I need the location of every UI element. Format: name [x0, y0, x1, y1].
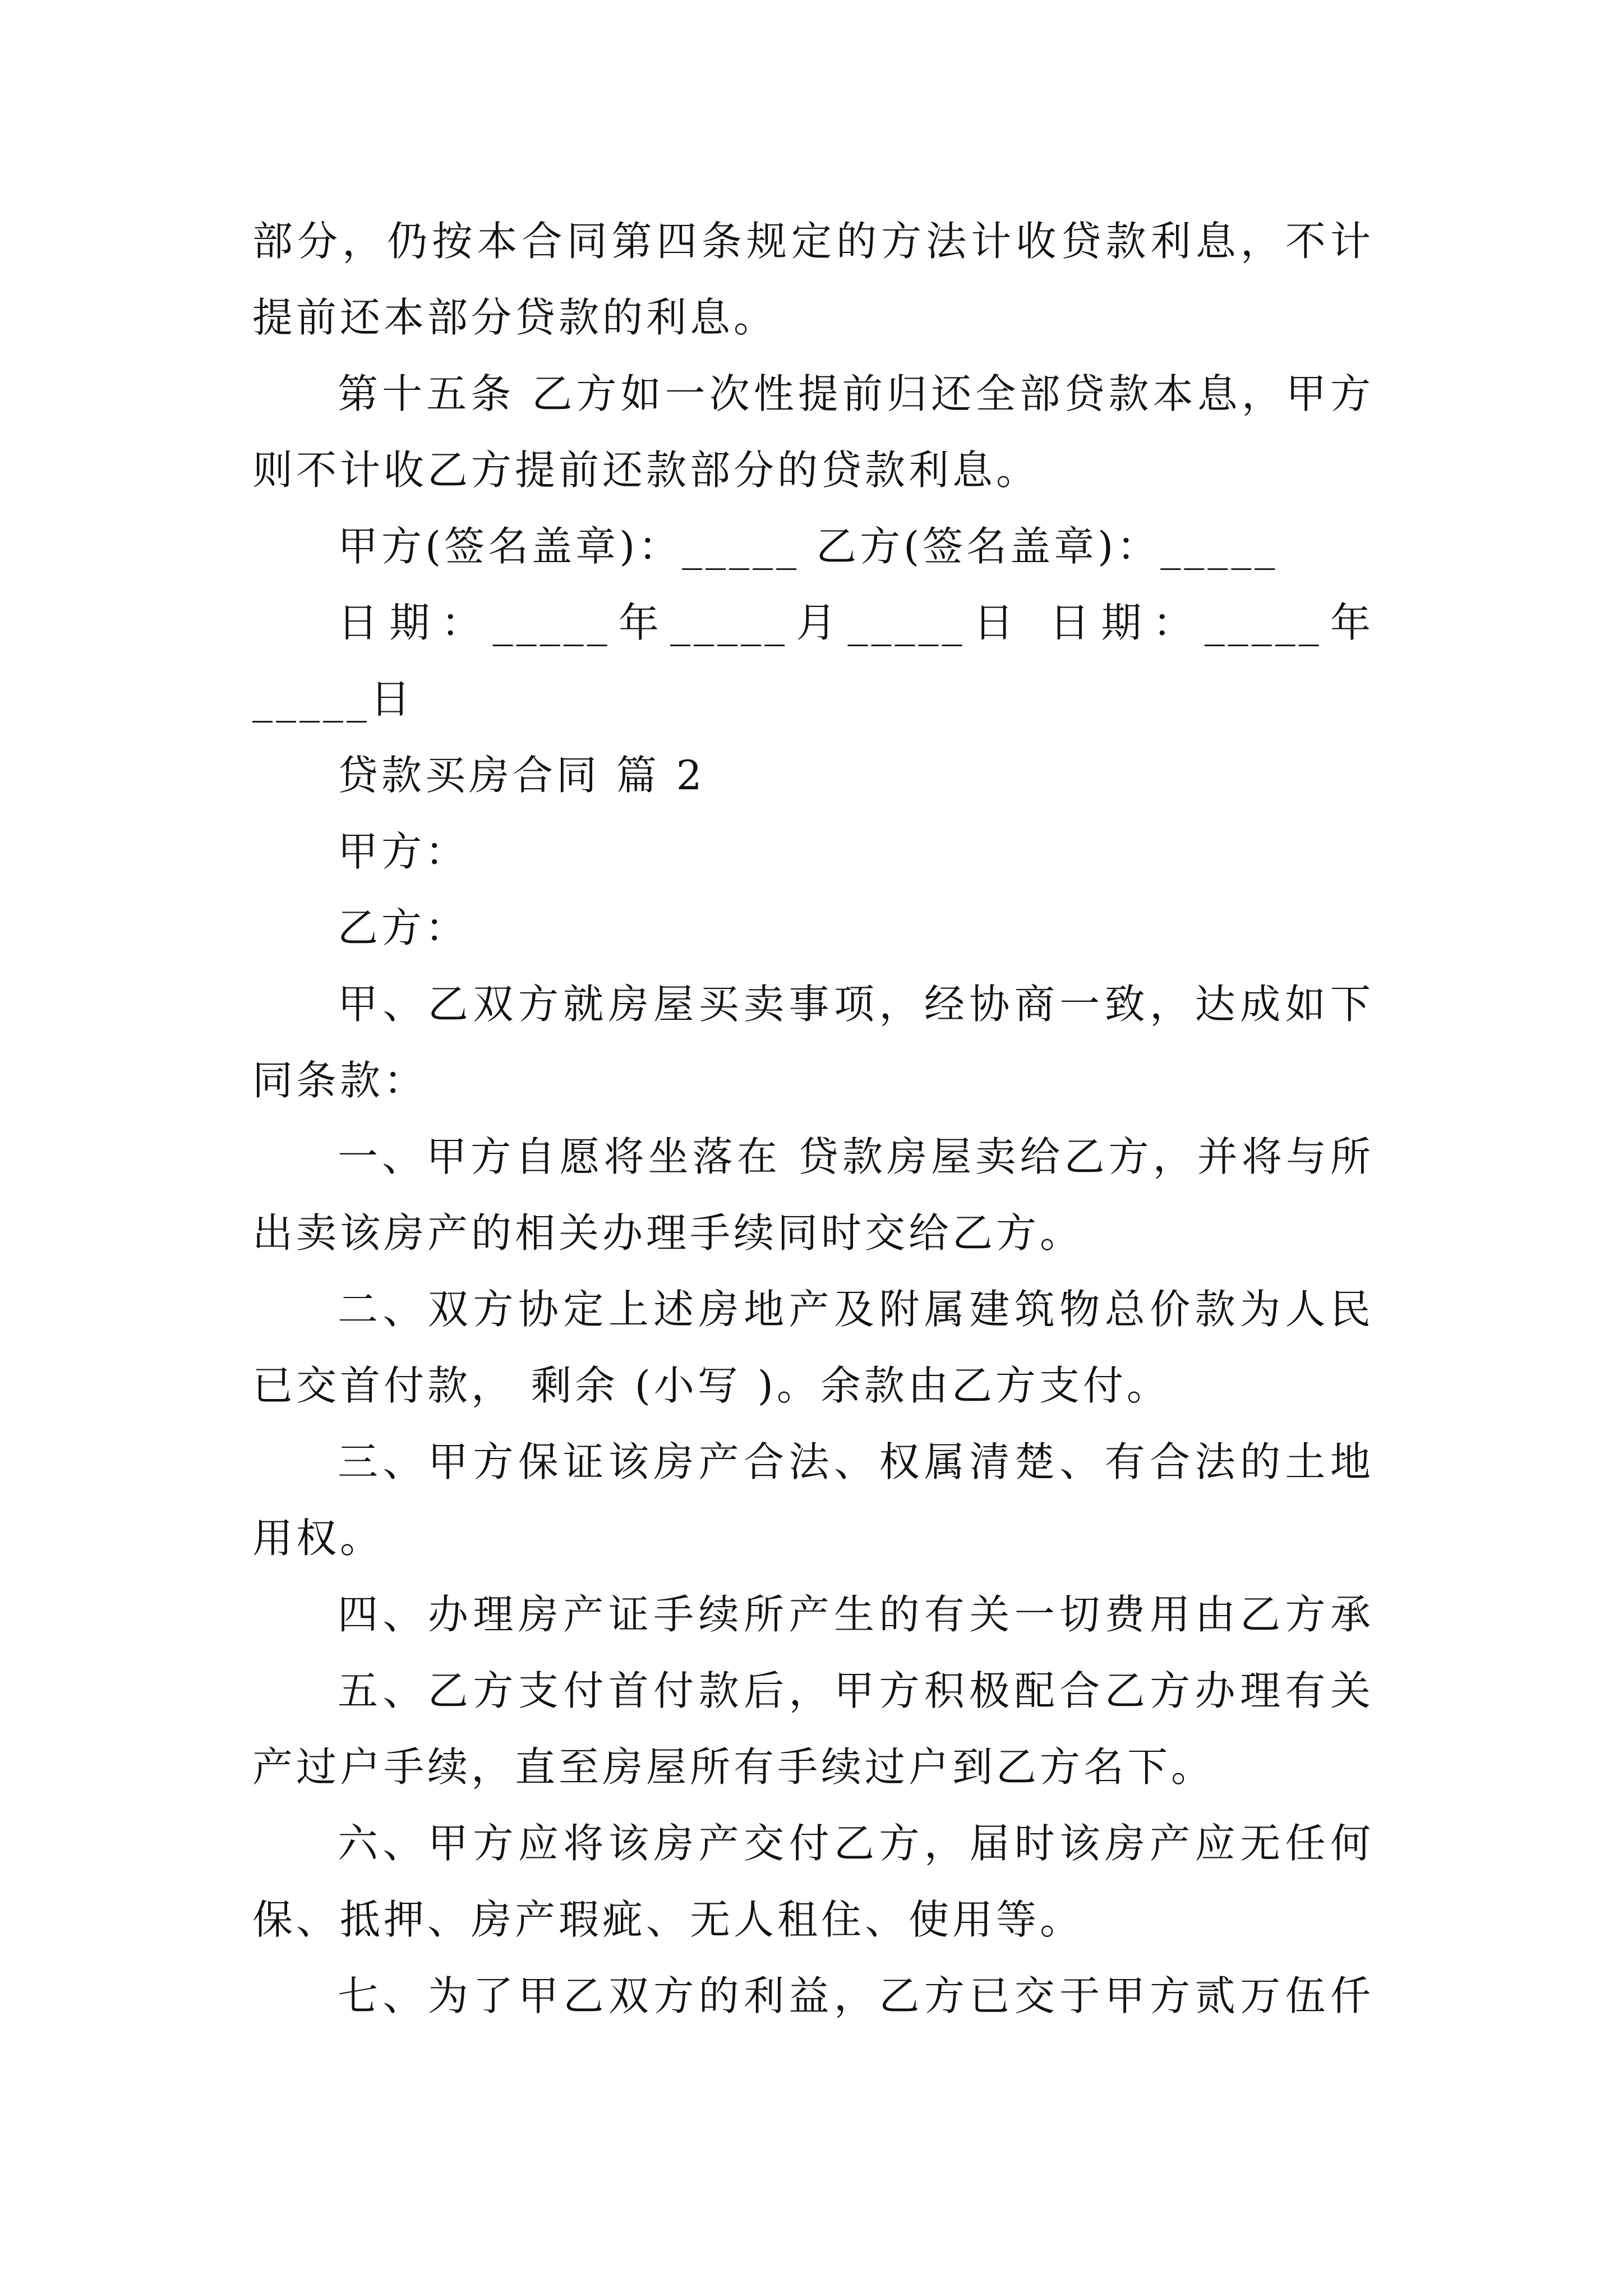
- clause-line: 四、办理房产证手续所产生的有关一切费用由乙方承: [338, 1591, 1374, 1638]
- text-line: 部分，仍按本合同第四条规定的方法计收贷款利息，不计: [252, 218, 1374, 265]
- text-line: 则不计收乙方提前还款部分的贷款利息。: [252, 447, 1040, 494]
- clause-line: 五、乙方支付首付款后，甲方积极配合乙方办理有关: [338, 1667, 1374, 1714]
- clause-line: 二、双方协定上述房地产及附属建筑物总价款为人民: [338, 1286, 1374, 1333]
- clause-line: 六、甲方应将该房产交付乙方，届时该房产应无任何: [338, 1820, 1374, 1867]
- text-line: 用权。: [252, 1515, 384, 1562]
- text-line: 提前还本部分贷款的利息。: [252, 294, 778, 341]
- clause-line: 甲、乙双方就房屋买卖事项，经协商一致，达成如下: [338, 981, 1374, 1028]
- date-line: 日期：_____年_____月_____日 日期：_____年: [338, 599, 1374, 646]
- document-page: [252, 203, 1374, 2034]
- text-line: 出卖该房产的相关办理手续同时交给乙方。: [252, 1209, 1084, 1257]
- date-line-continued: _____日: [252, 675, 414, 723]
- text-line: 已交首付款， 剩余 (小写 )。余款由乙方支付。: [252, 1362, 1170, 1409]
- signature-line: 甲方(签名盖章)：_____ 乙方(签名盖章)：_____: [338, 523, 1279, 570]
- party-a-label: 甲方：: [338, 828, 469, 875]
- clause-line: 第十五条 乙方如一次性提前归还全部贷款本息，甲方: [338, 370, 1374, 417]
- text-line: 保、抵押、房产瑕疵、无人租住、使用等。: [252, 1896, 1084, 1943]
- section-title: 贷款买房合同 篇 2: [338, 752, 706, 799]
- clause-line: 一、甲方自愿将坐落在 贷款房屋卖给乙方，并将与所: [338, 1133, 1374, 1180]
- party-b-label: 乙方：: [338, 904, 469, 951]
- text-line: 同条款：: [252, 1057, 428, 1104]
- clause-line: 七、为了甲乙双方的利益，乙方已交于甲方贰万伍仟: [338, 1972, 1374, 2019]
- clause-line: 三、甲方保证该房产合法、权属清楚、有合法的土地: [338, 1438, 1374, 1485]
- text-line: 产过户手续，直至房屋所有手续过户到乙方名下。: [252, 1743, 1215, 1791]
